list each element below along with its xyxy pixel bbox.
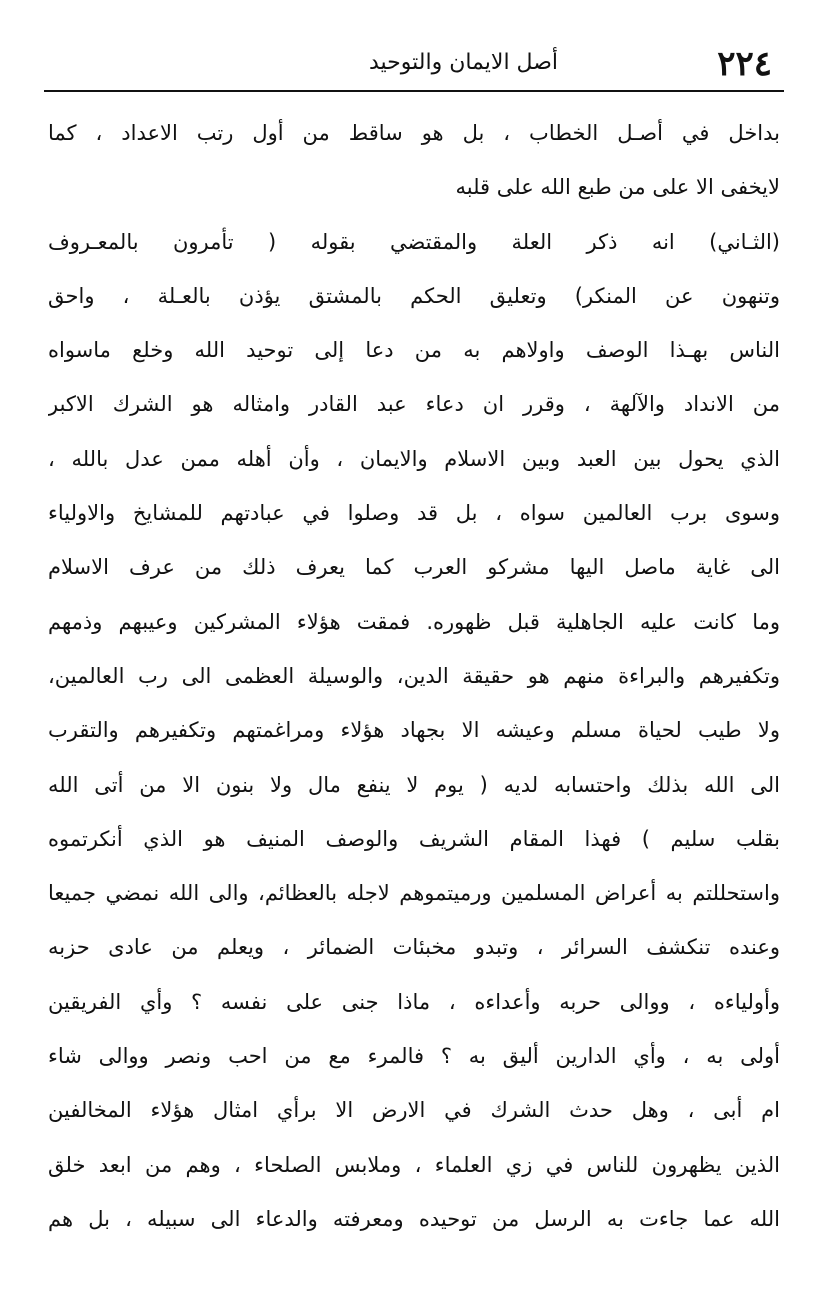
- text-line: من الانداد والآلهة ، وقرر ان دعاء عبد القادر وامثاله هو الشرك الاكبر: [48, 392, 780, 417]
- text-line: ام أبى ، وهل حدث الشرك في الارض الا برأي امثال هؤلاء المخالفين: [48, 1098, 780, 1123]
- header-rule: [44, 90, 784, 92]
- text-line: الناس بهـذا الوصف واولاهم به من دعا إلى توحيد الله وخلع ماسواه: [48, 338, 780, 363]
- text-line: الذي يحول بين العبد وبين الاسلام والايمان ، وأن أهله ممن عدل بالله ،: [48, 446, 780, 471]
- body-text: [48, 106, 780, 1246]
- text-line: وعنده تنكشف السرائر ، وتبدو مخبئات الضمائر ، ويعلم من عادى حزبه: [48, 935, 780, 960]
- page-header: [44, 40, 784, 94]
- page-number: ٢٢٤: [717, 44, 772, 84]
- text-line: بداخل في أصـل الخطاب ، بل هو ساقط من أول رتب الاعداد ، كما: [48, 121, 780, 145]
- text-line: وتنهون عن المنكر) وتعليق الحكم بالمشتق يؤذن بالعـلة ، واحق: [48, 283, 780, 308]
- text-line: (الثـاني) انه ذكر العلة والمقتضي بقوله ( تأمرون بالمعـروف: [48, 229, 780, 254]
- text-line: وتكفيرهم والبراءة منهم هو حقيقة الدين، والوسيلة العظمى الى رب العالمين،: [48, 663, 780, 688]
- text-line: الله عما جاءت به الرسل من توحيده ومعرفته والدعاء الى سبيله ، بل هم: [48, 1206, 780, 1231]
- text-line: وأولياءه ، ووالى حربه وأعداءه ، ماذا جنى على نفسه ؟ وأي الفريقين: [48, 989, 780, 1014]
- text-line: لايخفى الا على من طبع الله على قلبه: [455, 175, 780, 200]
- text-line: ولا طيب لحياة مسلم وعيشه الا بجهاد هؤلاء ومراغمتهم وتكفيرهم والتقرب: [48, 718, 780, 743]
- text-line: أولى به ، وأي الدارين أليق به ؟ فالمرء مع من احب ونصر ووالى شاء: [48, 1044, 780, 1069]
- text-line: وسوى برب العالمين سواه ، بل قد وصلوا في عبادتهم للمشايخ والاولياء: [48, 501, 780, 526]
- text-line: الى الله بذلك واحتسابه لديه ( يوم لا ينفع مال ولا بنون الا من أتى الله: [48, 772, 780, 797]
- text-line: وما كانت عليه الجاهلية قبل ظهوره. فمقت هؤلاء المشركين وعيبهم وذمهم: [48, 609, 780, 634]
- text-line: الذين يظهرون للناس في زي العلماء ، وملابس الصلحاء ، وهم من ابعد خلق: [48, 1152, 780, 1177]
- text-line: الى غاية ماصل اليها مشركو العرب كما يعرف ذلك من عرف الاسلام: [48, 555, 780, 580]
- text-line: بقلب سليم ) فهذا المقام الشريف والوصف المنيف هو الذي أنكرتموه: [48, 826, 780, 851]
- running-title: أصل الايمان والتوحيد: [368, 50, 558, 75]
- text-line: واستحللتم به أعراض المسلمين ورميتموهم لاجله بالعظائم، والى الله نمضي جميعا: [48, 881, 780, 906]
